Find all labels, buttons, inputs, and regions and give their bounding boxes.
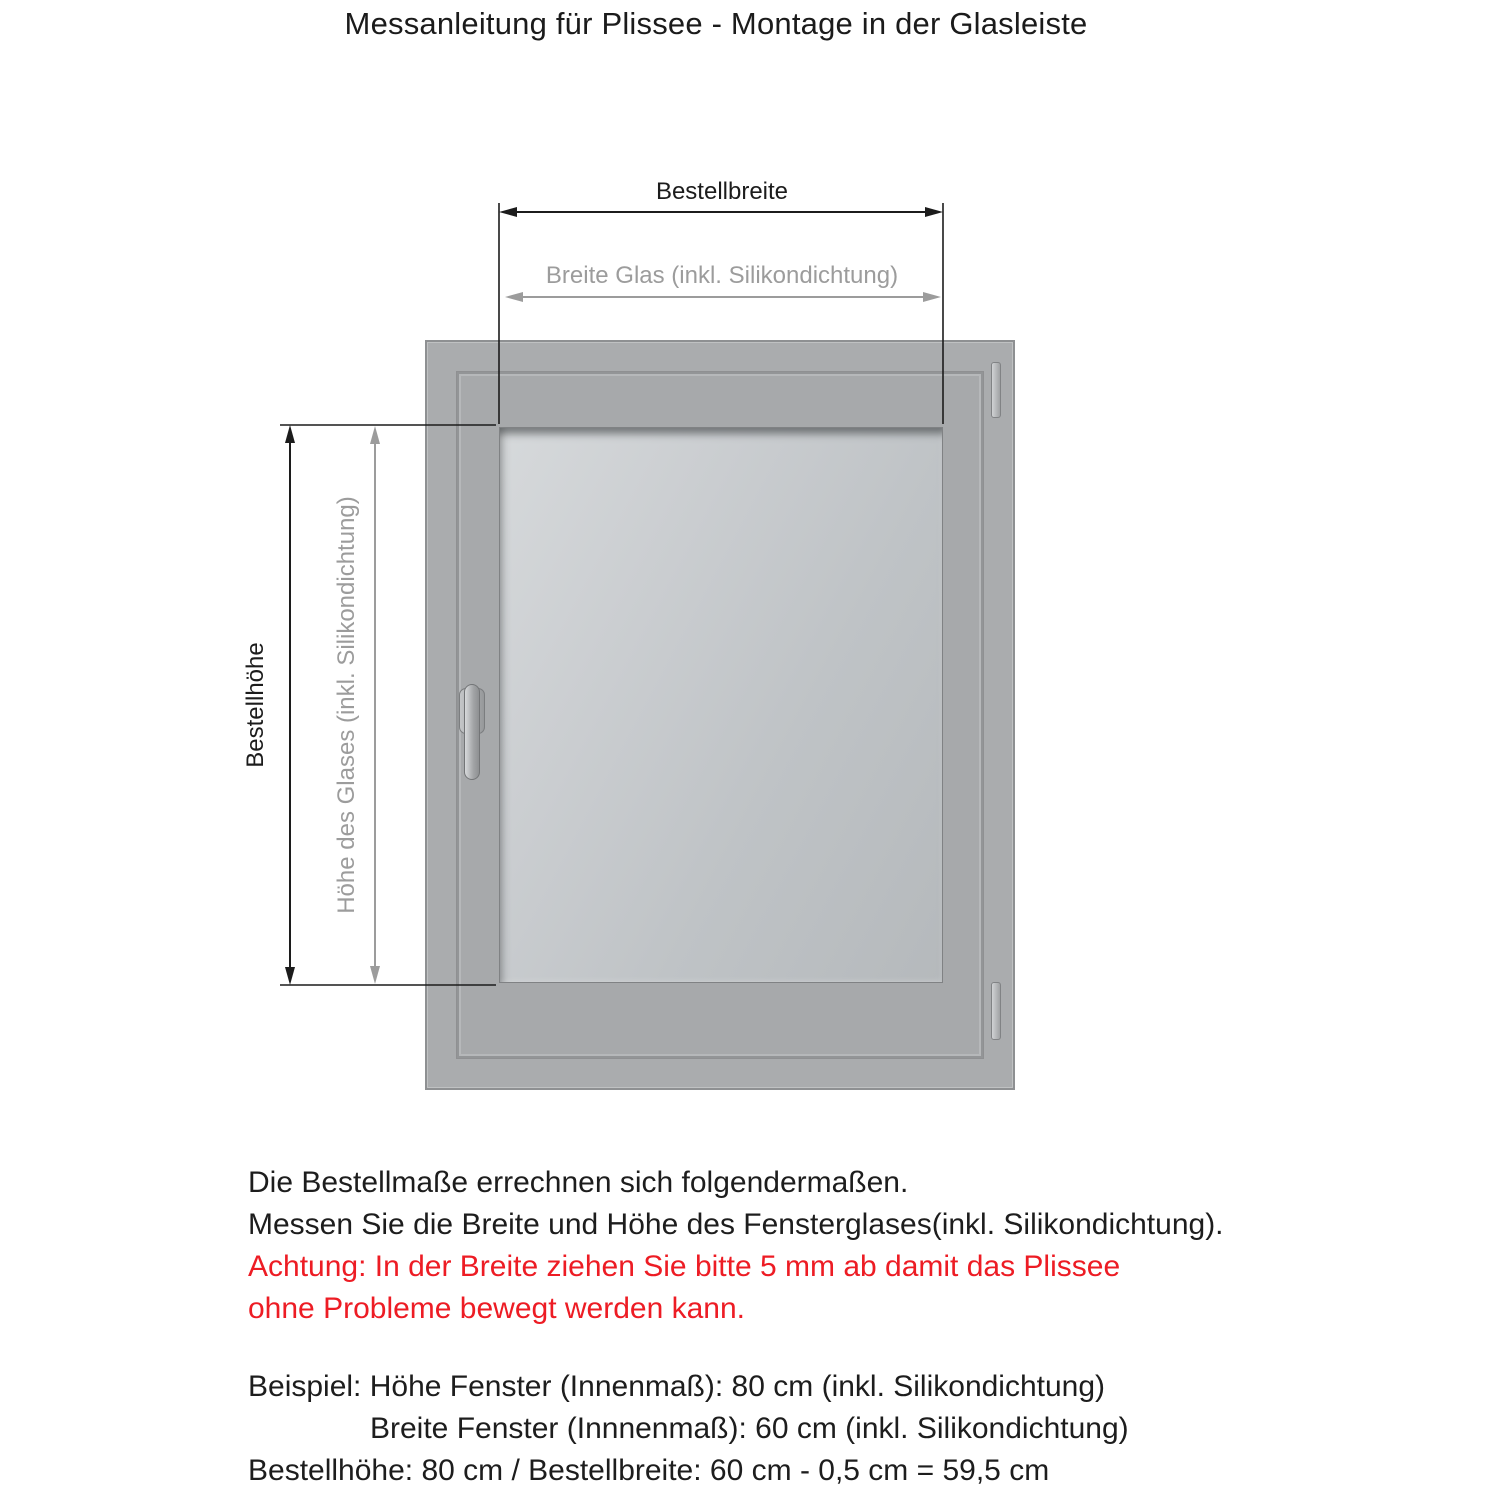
window-handle xyxy=(464,684,480,780)
instructions-block xyxy=(248,1162,1224,1492)
order-height-label: Bestellhöhe xyxy=(242,642,269,768)
instruction-intro-1: Die Bestellmaße errechnen sich folgendermaßen. xyxy=(248,1166,909,1199)
glass-height-arrow xyxy=(370,426,380,984)
page-title: Messanleitung für Plissee - Montage in der Glasleiste xyxy=(344,6,1088,41)
window-hinge-bottom xyxy=(991,982,1001,1040)
instruction-warning-2: ohne Probleme bewegt werden kann. xyxy=(248,1292,745,1325)
window-sash xyxy=(457,372,983,1058)
glass-width-arrow xyxy=(505,292,941,302)
glass-height-label: Höhe des Glases (inkl. Silikondichtung) xyxy=(333,496,360,914)
window-frame xyxy=(425,340,1015,1090)
window-hinge-top xyxy=(991,362,1001,418)
example-block xyxy=(248,1366,1224,1492)
example-line-3: Bestellhöhe: 80 cm / Bestellbreite: 60 cm - 0,5 cm = 59,5 cm xyxy=(248,1454,1050,1487)
example-line-2: Breite Fenster (Innnenmaß): 60 cm (inkl. Silikondichtung) xyxy=(370,1412,1129,1445)
instruction-warning-1: Achtung: In der Breite ziehen Sie bitte 5 mm ab damit das Plissee xyxy=(248,1250,1121,1283)
instruction-intro-2: Messen Sie die Breite und Höhe des Fensterglases(inkl. Silikondichtung). xyxy=(248,1208,1224,1241)
glass-width-label: Breite Glas (inkl. Silikondichtung) xyxy=(545,262,899,289)
order-width-label: Bestellbreite xyxy=(655,178,789,205)
example-line-1: Beispiel: Höhe Fenster (Innenmaß): 80 cm (inkl. Silikondichtung) xyxy=(248,1370,1106,1403)
window-glass xyxy=(499,427,943,983)
